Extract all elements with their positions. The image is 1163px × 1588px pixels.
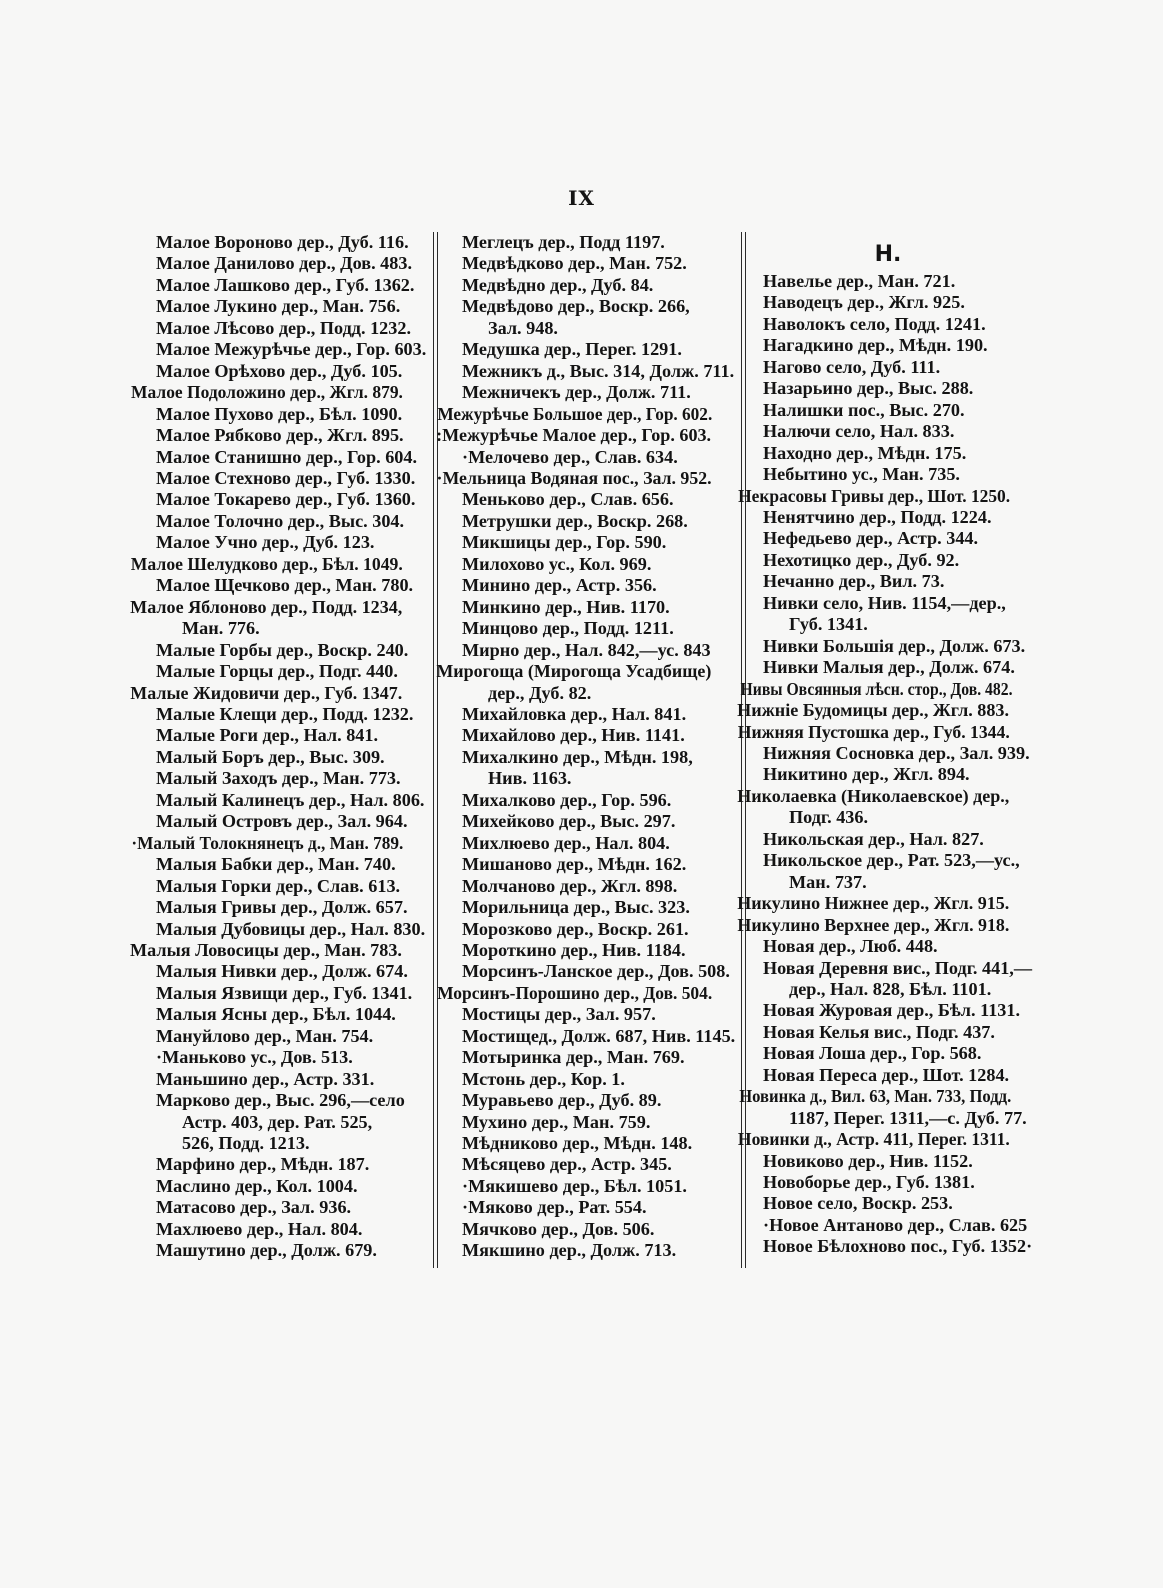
index-entry-line: 1187, Перег. 1311,—с. Дуб. 77. — [789, 1107, 1027, 1128]
index-entry — [156, 296, 428, 317]
index-entry-line: Находно дер., Мѣдн. 175. — [763, 442, 967, 463]
index-entry-line: Нечанно дер., Вил. 73. — [763, 571, 945, 592]
index-entry — [156, 1090, 428, 1154]
index-entry — [462, 511, 737, 532]
index-entry — [763, 636, 1035, 657]
index-entry-line: Новая Келья вис., Подг. 437. — [763, 1021, 995, 1042]
index-entry-line: дер., Нал. 828, Бѣл. 1101. — [789, 978, 992, 999]
index-entry-line: Мишаново дер., Мѣдн. 162. — [462, 854, 687, 875]
index-entry — [462, 489, 737, 510]
index-entry-line: Новинки д., Астр. 411, Перег. 1311. — [737, 1129, 1010, 1150]
index-entry — [436, 425, 737, 446]
index-entry — [156, 1004, 428, 1025]
index-entry-line: Маслино дер., Кол. 1004. — [156, 1175, 358, 1196]
index-entry-line: Морозково дер., Воскр. 261. — [462, 918, 689, 939]
index-entry-line: Малые Горцы дер., Подг. 440. — [156, 661, 398, 682]
index-entry-line: Новая Переса дер., Шот. 1284. — [763, 1064, 1010, 1085]
index-entry — [462, 532, 737, 553]
index-entry — [156, 854, 428, 875]
page-number: IX — [568, 186, 595, 210]
index-entry — [131, 832, 428, 854]
index-entry — [156, 1197, 428, 1218]
index-entry — [763, 1065, 1035, 1086]
index-entry-line: Малыя Гривы дер., Долж. 657. — [156, 897, 408, 918]
index-entry-line: :Межурѣчье Малое дер., Гор. 603. — [436, 425, 712, 446]
index-entry — [763, 464, 1035, 485]
index-entry — [763, 528, 1035, 549]
index-entry — [462, 597, 737, 618]
index-entry — [763, 1236, 1035, 1257]
index-entry — [156, 961, 428, 982]
index-column-3 — [737, 242, 1035, 1258]
index-entry — [462, 790, 737, 811]
index-entry — [462, 554, 737, 575]
index-entry — [156, 253, 428, 274]
index-entry — [763, 1022, 1035, 1043]
index-entry — [156, 1176, 428, 1197]
index-entry-line: Ман. 776. — [182, 618, 260, 639]
index-entry-line: Новое Бѣлохново пос., Губ. 1352· — [763, 1236, 1033, 1257]
index-entry — [130, 553, 428, 575]
index-entry-line: Новая Журовая дер., Бѣл. 1131. — [763, 1000, 1021, 1021]
index-entry — [156, 640, 428, 661]
index-entry — [156, 876, 428, 897]
index-entry-line: Мѣсяцево дер., Астр. 345. — [462, 1154, 672, 1175]
index-entry — [763, 764, 1035, 785]
index-entry — [156, 232, 428, 253]
index-entry — [156, 511, 428, 532]
index-entry-line: Нагадкино дер., Мѣдн. 190. — [763, 335, 988, 356]
index-entry — [437, 403, 737, 425]
index-entry-line: Межникъ д., Выс. 314, Долж. 711. — [462, 360, 735, 381]
index-entry — [462, 854, 737, 875]
index-entry — [462, 253, 737, 274]
index-entry-line: Малое Щечково дер., Ман. 780. — [156, 575, 414, 596]
index-entry — [763, 657, 1035, 678]
index-entry — [462, 1112, 737, 1133]
index-entry — [740, 678, 1035, 700]
index-entry-line: Медушка дер., Перег. 1291. — [462, 339, 682, 360]
index-entry-line: Малое Лѣсово дер., Подд. 1232. — [156, 317, 412, 338]
index-entry-line: Новая Деревня вис., Подг. 441,— — [763, 957, 1033, 978]
index-entry — [130, 596, 428, 640]
index-entry-line: Зал. 948. — [488, 317, 558, 338]
index-entry — [156, 1047, 428, 1068]
index-entry-line: Новое село, Воскр. 253. — [763, 1193, 953, 1214]
index-entry — [156, 983, 428, 1004]
index-entry-line: Марфино дер., Мѣдн. 187. — [156, 1154, 370, 1175]
index-entry-line: Наводецъ дер., Жгл. 925. — [763, 292, 965, 313]
index-entry — [462, 1240, 737, 1261]
index-entry-line: Малый Боръ дер., Выс. 309. — [156, 746, 385, 767]
index-entry — [763, 1193, 1035, 1214]
index-entry — [462, 919, 737, 940]
index-entry-line: Малыя Ясны дер., Бѣл. 1044. — [156, 1004, 396, 1025]
index-entry — [156, 361, 428, 382]
index-entry — [462, 1047, 737, 1068]
index-entry-line: Налишки пос., Выс. 270. — [763, 399, 965, 420]
index-entry — [156, 747, 428, 768]
index-entry — [462, 575, 737, 596]
index-entry — [462, 1004, 737, 1025]
index-entry-line: Михайловка дер., Нал. 841. — [462, 703, 687, 724]
index-entry-line: Марково дер., Выс. 296,—село — [156, 1090, 405, 1111]
index-entry-line: Мостищед., Долж. 687, Нив. 1145. — [462, 1025, 736, 1046]
index-entry — [462, 1197, 737, 1218]
index-entry-line: Минцово дер., Подд. 1211. — [462, 618, 674, 639]
index-entry — [156, 468, 428, 489]
index-entry-line: Мотыринка дер., Ман. 769. — [462, 1047, 685, 1068]
index-entry-line: Новая дер., Люб. 448. — [763, 936, 938, 957]
index-entry-line: Губ. 1341. — [789, 614, 868, 635]
index-entry-line: Михалково дер., Гор. 596. — [462, 789, 672, 810]
index-entry-line: Нивки Большія дер., Долж. 673. — [763, 635, 1026, 656]
index-entry-line: Мстонь дер., Кор. 1. — [462, 1068, 625, 1089]
index-entry — [763, 958, 1035, 1001]
index-entry-line: Минкино дер., Нив. 1170. — [462, 596, 670, 617]
index-entry-line: Метрушки дер., Воскр. 268. — [462, 510, 688, 531]
index-entry — [763, 1151, 1035, 1172]
index-entry-line: Матасово дер., Зал. 936. — [156, 1197, 352, 1218]
index-entry-line: Нив. 1163. — [488, 768, 572, 789]
index-entry-line: Нагово село, Дуб. 111. — [763, 356, 941, 377]
index-entry-line: Малое Данилово дер., Дов. 483. — [156, 253, 413, 274]
index-entry-line: Новинка д., Вил. 63, Ман. 733, Подд. — [739, 1086, 1012, 1107]
index-entry — [462, 704, 737, 725]
index-entry — [156, 1240, 428, 1261]
index-entry — [156, 768, 428, 789]
index-entry-line: Нивки село, Нив. 1154,—дер., — [763, 592, 1006, 613]
index-entry-line: Маньшино дер., Астр. 331. — [156, 1068, 375, 1089]
index-entry — [156, 704, 428, 725]
index-entry-line: Навелье дер., Ман. 721. — [763, 271, 956, 291]
index-entry — [462, 275, 737, 296]
index-entry — [462, 876, 737, 897]
index-entry-line: Машутино дер., Долж. 679. — [156, 1240, 377, 1261]
index-entry-line: Михлюево дер., Нал. 804. — [462, 832, 670, 853]
index-entry — [156, 339, 428, 360]
index-entry-line: ·Мелочево дер., Слав. 634. — [462, 446, 678, 467]
index-entry-line: Малый Островъ дер., Зал. 964. — [156, 811, 408, 832]
index-entry — [462, 747, 737, 790]
index-entry — [462, 1176, 737, 1197]
index-entry-line: 526, Подд. 1213. — [182, 1133, 310, 1154]
index-entry — [156, 447, 428, 468]
index-entry-line: Малыя Дубовицы дер., Нал. 830. — [156, 918, 426, 939]
index-entry — [156, 897, 428, 918]
index-entry — [763, 743, 1035, 764]
index-entry-line: Ненятчино дер., Подд. 1224. — [763, 506, 992, 527]
index-entry-line: Мирогоща (Мирогоща Усадбище) — [436, 661, 712, 682]
index-entry-line: ·Мяково дер., Рат. 554. — [462, 1197, 647, 1218]
index-entry-line: Малые Жидовичи дер., Губ. 1347. — [130, 682, 403, 703]
index-entry — [763, 357, 1035, 378]
index-entry — [763, 571, 1035, 592]
index-entry-line: Некрасовы Гривы дер., Шот. 1250. — [738, 485, 1011, 506]
index-entry — [737, 721, 1035, 743]
index-entry — [462, 725, 737, 746]
index-entry — [763, 421, 1035, 442]
index-entry-line: Ман. 737. — [789, 871, 867, 892]
index-entry-line: Малое Межурѣчье дер., Гор. 603. — [156, 339, 427, 360]
index-entry — [156, 425, 428, 446]
index-entry-line: Михайлово дер., Нив. 1141. — [462, 725, 685, 746]
index-entry — [763, 1000, 1035, 1021]
index-entry — [739, 1086, 1035, 1129]
index-entry-line: Медвѣдково дер., Ман. 752. — [462, 253, 687, 274]
index-entry — [763, 1215, 1035, 1236]
index-entry — [462, 961, 737, 982]
index-entry-line: ·Мельница Водяная пос., Зал. 952. — [436, 467, 712, 488]
index-entry — [156, 318, 428, 339]
index-entry — [763, 314, 1035, 335]
index-entry-line: Никулино Верхнее дер., Жгл. 918. — [737, 914, 1010, 935]
index-entry-line: Молчаново дер., Жгл. 898. — [462, 875, 678, 896]
index-entry — [462, 361, 737, 382]
index-entry — [462, 232, 737, 253]
index-entry — [462, 811, 737, 832]
index-entry-line: Никулино Нижнее дер., Жгл. 915. — [737, 893, 1010, 914]
index-entry-line: Морильница дер., Выс. 323. — [462, 897, 690, 918]
index-entry — [156, 811, 428, 832]
index-entry — [763, 1172, 1035, 1193]
index-entry-line: дер., Дуб. 82. — [488, 682, 592, 703]
index-entry-line: Малое Учно дер., Дуб. 123. — [156, 532, 375, 553]
index-entry — [462, 339, 737, 360]
index-entry-line: Малыя Нивки дер., Долж. 674. — [156, 961, 408, 982]
index-entry — [156, 725, 428, 746]
index-entry-line: Никитино дер., Жгл. 894. — [763, 764, 970, 785]
index-entry-line: Нефедьево дер., Астр. 344. — [763, 528, 979, 549]
index-entry-line: Малыя Горки дер., Слав. 613. — [156, 875, 401, 896]
index-entry-line: Малыя Бабки дер., Ман. 740. — [156, 854, 396, 875]
index-entry-line: Минино дер., Астр. 356. — [462, 575, 657, 596]
index-entry-line: Медвѣдово дер., Воскр. 266, — [462, 296, 690, 317]
index-entry — [156, 1154, 428, 1175]
index-entry — [156, 661, 428, 682]
index-entry-line: Малые Горбы дер., Воскр. 240. — [156, 639, 409, 660]
index-entry — [156, 1069, 428, 1090]
index-entry — [156, 404, 428, 425]
index-entry-line: Малые Роги дер., Нал. 841. — [156, 725, 379, 746]
index-entry — [130, 939, 428, 961]
index-entry-line: ·Малый Толокнянецъ д., Ман. 789. — [131, 832, 404, 853]
index-entry-line: Нижняя Сосновка дер., Зал. 939. — [763, 742, 1030, 763]
index-entry — [738, 485, 1035, 507]
index-entry — [462, 1069, 737, 1090]
index-entry-line: Малое Яблоново дер., Подд. 1234, — [130, 596, 403, 617]
index-entry — [763, 1043, 1035, 1064]
index-entry-line: Нижніе Будомицы дер., Жгл. 883. — [737, 700, 1010, 721]
index-entry — [156, 532, 428, 553]
index-entry — [763, 292, 1035, 313]
column-divider — [433, 232, 438, 1268]
index-entry — [156, 919, 428, 940]
index-entry — [737, 700, 1035, 721]
index-entry-line: Мѣдниково дер., Мѣдн. 148. — [462, 1133, 693, 1154]
index-entry-line: Малое Рябково дер., Жгл. 895. — [156, 425, 404, 446]
index-entry — [462, 897, 737, 918]
index-entry-line: Малое Лукино дер., Ман. 756. — [156, 296, 401, 317]
index-entry-line: Малое Лашково дер., Губ. 1362. — [156, 274, 415, 295]
letter-heading: Н. — [874, 242, 902, 267]
index-entry-line: Микшицы дер., Гор. 590. — [462, 532, 667, 553]
index-entry-line: Медвѣдно дер., Дуб. 84. — [462, 274, 654, 295]
index-entry-line: Подг. 436. — [789, 807, 869, 828]
index-entry-line: Малое Вороново дер., Дуб. 116. — [156, 232, 409, 252]
index-entry-line: Малыя Ловосицы дер., Ман. 783. — [130, 939, 402, 960]
index-entry — [763, 335, 1035, 356]
index-entry — [462, 1026, 737, 1047]
index-entry — [156, 275, 428, 296]
index-entry-line: Милохово ус., Кол. 969. — [462, 553, 652, 574]
index-entry-line: Мячково дер., Дов. 506. — [462, 1218, 655, 1239]
index-entry-line: Малое Токарево дер., Губ. 1360. — [156, 489, 416, 510]
index-entry-line: Морсинъ-Порошино дер., Дов. 504. — [437, 982, 713, 1003]
index-entry — [156, 1026, 428, 1047]
index-entry — [737, 914, 1035, 936]
index-entry-line: Михалкино дер., Мѣдн. 198, — [462, 746, 693, 767]
index-entry — [737, 1129, 1035, 1150]
index-entry — [763, 507, 1035, 528]
index-entry-line: Малый Калинецъ дер., Нал. 806. — [156, 789, 425, 810]
index-entry — [156, 790, 428, 811]
index-entry-line: Меньково дер., Слав. 656. — [462, 489, 674, 510]
index-entry-line: Нивы Овсянныя лѣсн. стор., Дов. 482. — [740, 678, 1013, 699]
index-entry — [763, 400, 1035, 421]
index-entry — [763, 936, 1035, 957]
index-entry — [462, 1090, 737, 1111]
index-entry — [131, 382, 428, 403]
index-entry-line: Муравьево дер., Дуб. 89. — [462, 1090, 662, 1111]
index-entry-line: Никольская дер., Нал. 827. — [763, 828, 984, 849]
index-entry-line: Мостицы дер., Зал. 957. — [462, 1004, 656, 1025]
index-entry-line: Новоборье дер., Губ. 1381. — [763, 1172, 975, 1193]
index-entry — [462, 1219, 737, 1240]
index-entry-line: Мануйлово дер., Ман. 754. — [156, 1025, 374, 1046]
index-entry-line: Малое Пухово дер., Бѣл. 1090. — [156, 403, 403, 424]
index-entry — [156, 575, 428, 596]
index-entry-line: Меглецъ дер., Подд 1197. — [462, 232, 665, 252]
index-entry-line: Новая Лоша дер., Гор. 568. — [763, 1043, 982, 1064]
index-entry — [462, 1154, 737, 1175]
index-entry-line: Малые Клещи дер., Подд. 1232. — [156, 703, 414, 724]
index-entry-line: Малое Орѣхово дер., Дуб. 105. — [156, 360, 403, 381]
index-entry-line: Морсинъ-Ланское дер., Дов. 508. — [462, 961, 730, 982]
index-entry — [763, 829, 1035, 850]
index-entry-line: Махлюево дер., Нал. 804. — [156, 1218, 363, 1239]
index-entry-line: Межурѣчье Большое дер., Гор. 602. — [437, 403, 713, 424]
index-entry — [462, 382, 737, 403]
index-entry-line: Мороткино дер., Нив. 1184. — [462, 939, 686, 960]
index-entry-line: ·Маньково ус., Дов. 513. — [156, 1047, 353, 1068]
index-entry-line: Николаевка (Николаевское) дер., — [737, 785, 1010, 806]
index-entry-line: Нижняя Пустошка дер., Губ. 1344. — [737, 721, 1010, 742]
index-entry — [737, 893, 1035, 914]
index-entry — [763, 271, 1035, 292]
index-entry-line: Мухино дер., Ман. 759. — [462, 1111, 651, 1132]
index-entry — [763, 443, 1035, 464]
index-entry-line: Налючи село, Нал. 833. — [763, 421, 955, 442]
index-entry — [462, 1133, 737, 1154]
index-entry — [436, 467, 737, 489]
index-entry-line: Малыя Язвищи дер., Губ. 1341. — [156, 982, 413, 1003]
index-column-2 — [436, 232, 737, 1262]
index-entry — [156, 1219, 428, 1240]
index-entry — [763, 593, 1035, 636]
index-entry — [737, 785, 1035, 829]
index-entry — [437, 982, 737, 1004]
index-entry-line: Никольское дер., Рат. 523,—ус., — [763, 850, 1020, 871]
index-entry-line: Малое Подоложино дер., Жгл. 879. — [131, 382, 403, 403]
index-entry — [462, 833, 737, 854]
index-column-1 — [130, 232, 428, 1262]
index-entry-line: Нехотицко дер., Дуб. 92. — [763, 549, 960, 570]
index-entry-line: Нивки Малыя дер., Долж. 674. — [763, 657, 1015, 678]
index-entry-line: Малое Станишно дер., Гор. 604. — [156, 446, 418, 467]
index-entry — [462, 447, 737, 468]
index-entry — [130, 682, 428, 704]
index-entry-line: Мякшино дер., Долж. 713. — [462, 1240, 677, 1261]
index-entry-line: Небытино ус., Ман. 735. — [763, 464, 960, 485]
index-entry — [462, 940, 737, 961]
index-entry-line: Михейково дер., Выс. 297. — [462, 811, 676, 832]
index-entry-line: Малое Стехново дер., Губ. 1330. — [156, 467, 416, 488]
index-entry-line: Наволокъ село, Подд. 1241. — [763, 313, 986, 334]
index-entry-line: Малый Заходъ дер., Ман. 773. — [156, 768, 401, 789]
index-entry-line: ·Новое Антаново дер., Слав. 625 — [763, 1214, 1028, 1235]
index-entry — [763, 378, 1035, 399]
index-entry-line: ·Мякишево дер., Бѣл. 1051. — [462, 1175, 687, 1196]
index-entry-line: Астр. 403, дер. Рат. 525, — [182, 1111, 373, 1132]
index-entry — [462, 618, 737, 639]
index-entry-line: Малое Толочно дер., Выс. 304. — [156, 510, 405, 531]
index-entry-line: Межничекъ дер., Долж. 711. — [462, 382, 691, 403]
index-entry — [462, 640, 737, 661]
index-entry-line: Назарьино дер., Выс. 288. — [763, 378, 974, 399]
index-entry — [436, 661, 737, 704]
index-entry — [156, 489, 428, 510]
index-entry-line: Малое Шелудково дер., Бѣл. 1049. — [130, 553, 403, 574]
index-entry — [763, 550, 1035, 571]
index-entry — [763, 850, 1035, 893]
index-entry-line: Новиково дер., Нив. 1152. — [763, 1150, 973, 1171]
column-divider — [741, 232, 746, 1268]
index-entry — [462, 296, 737, 339]
index-entry-line: Мирно дер., Нал. 842,—ус. 843 — [462, 639, 711, 660]
